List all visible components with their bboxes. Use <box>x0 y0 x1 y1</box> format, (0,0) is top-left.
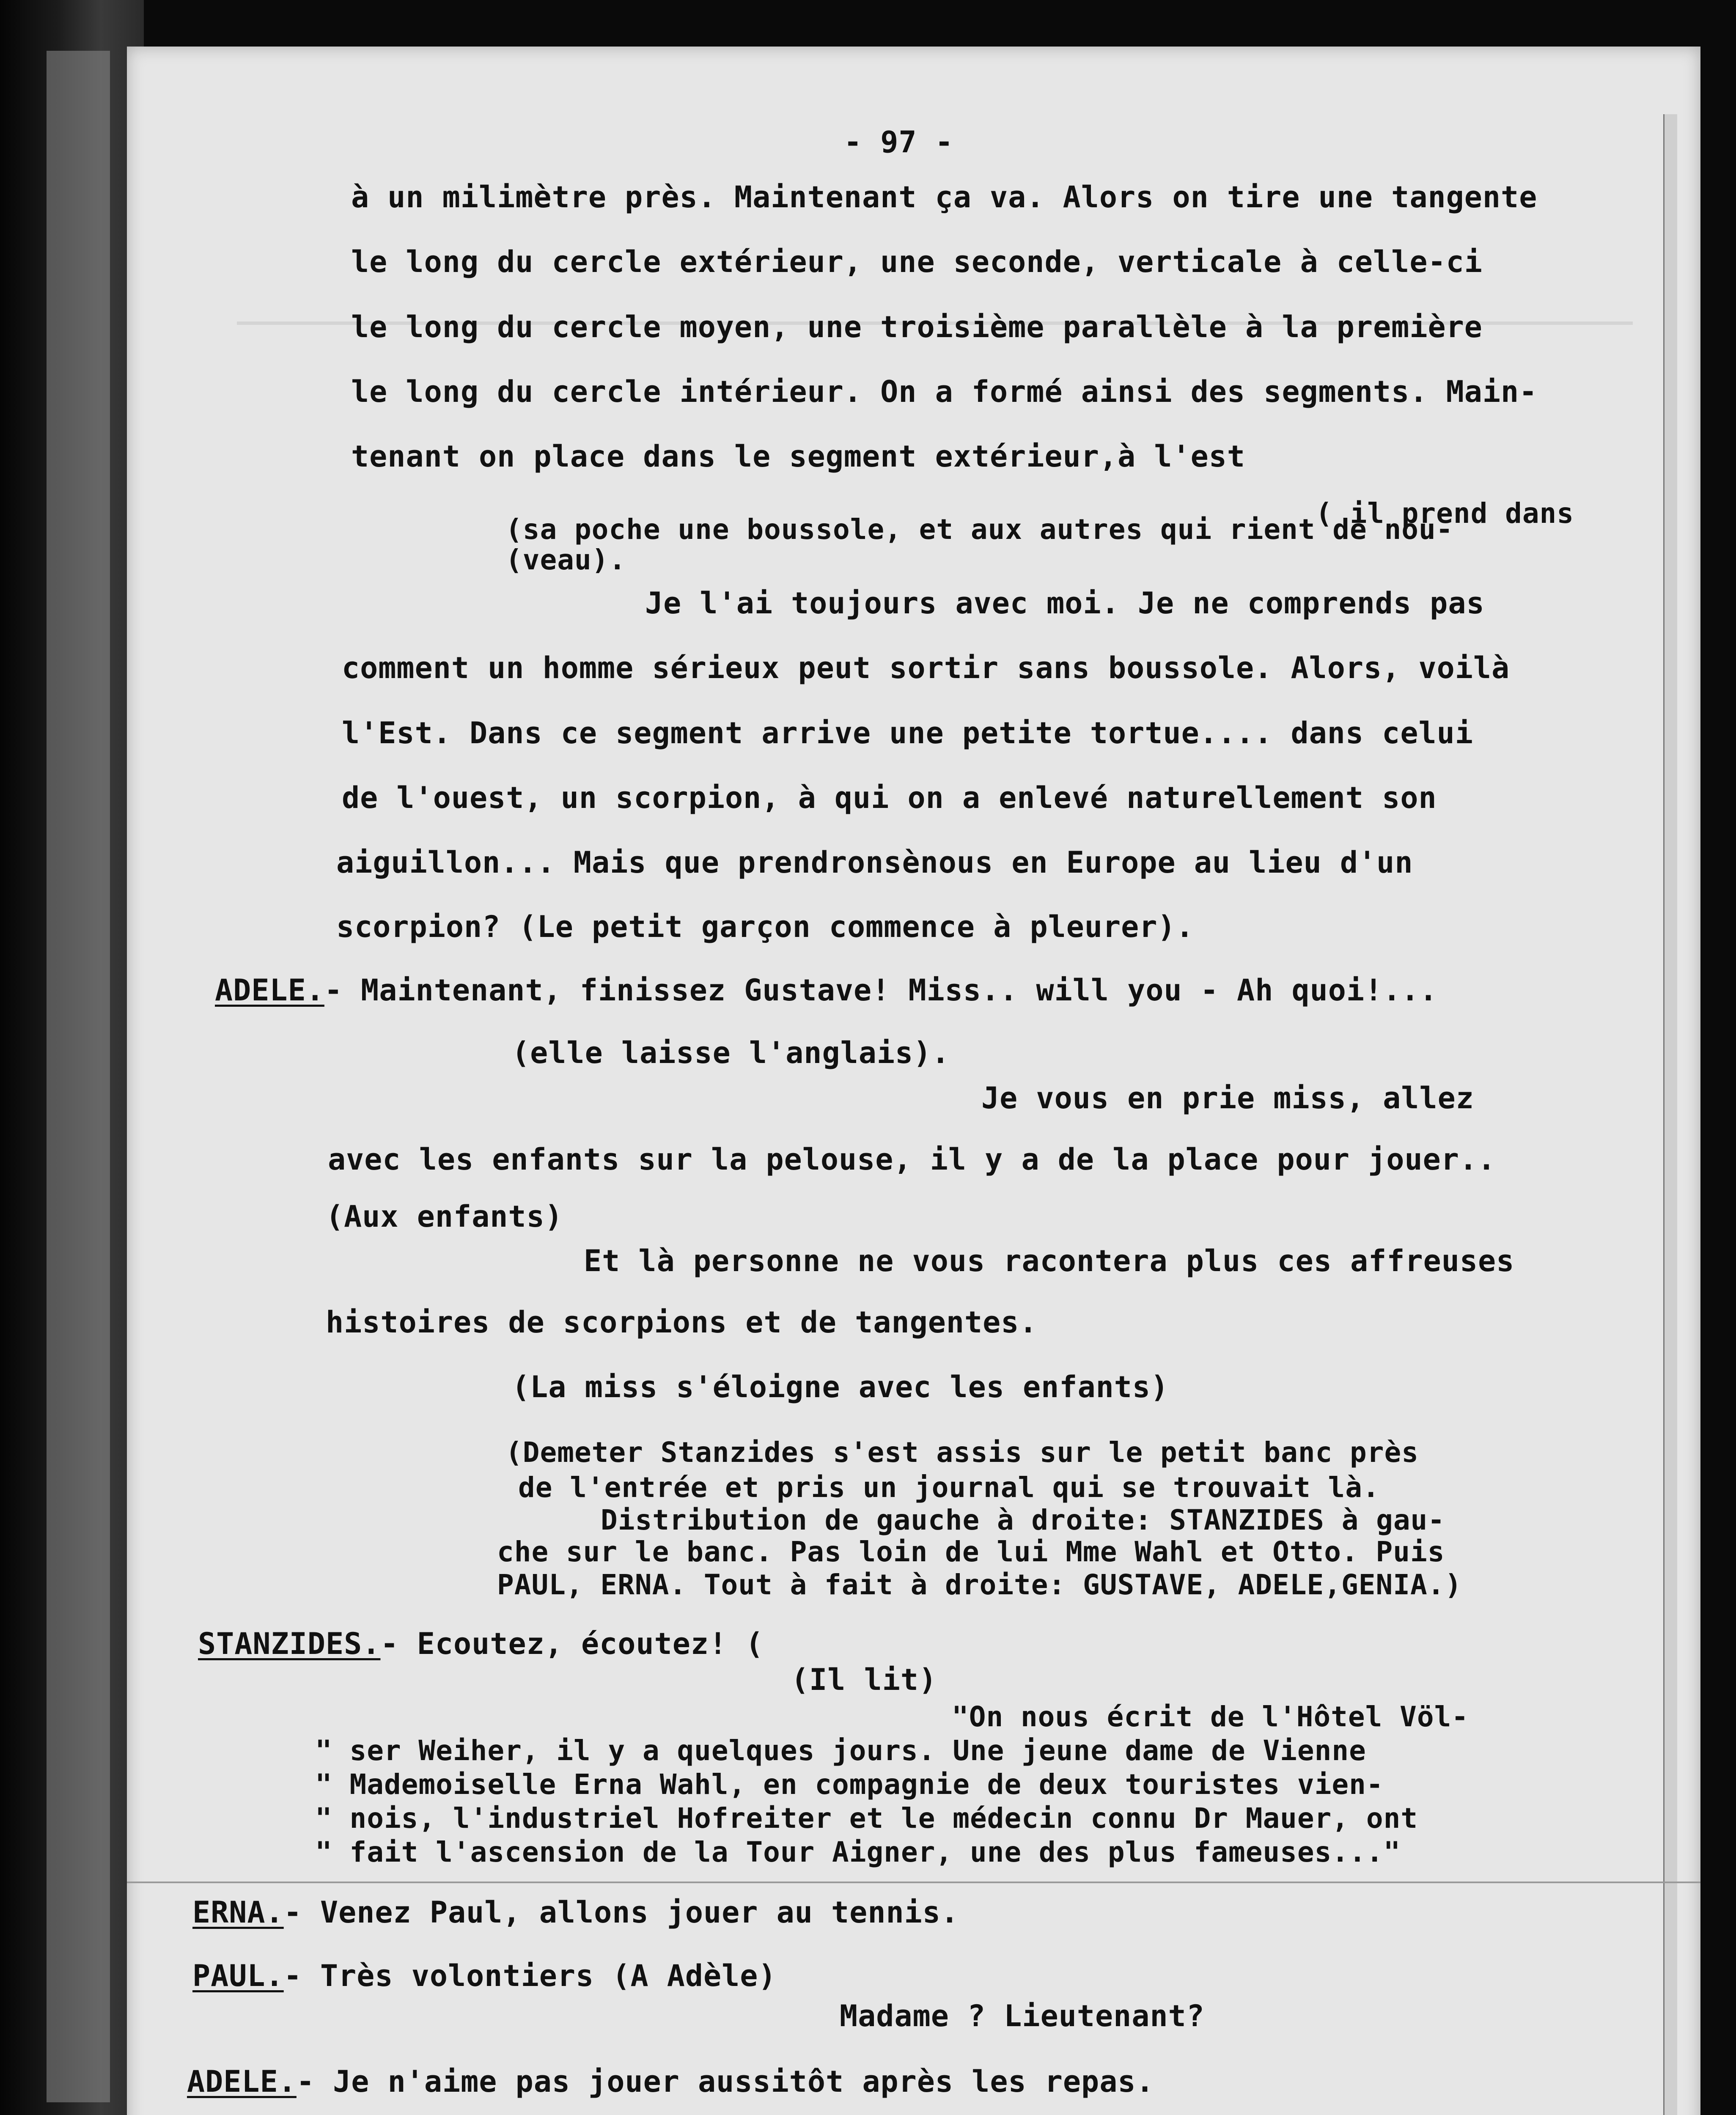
speech-text: - Très volontiers (A Adèle) <box>283 1958 777 1993</box>
text-line: tenant on place dans le segment extérieur,à l'est <box>351 439 1246 474</box>
page-edge-shadow <box>1663 114 1677 2115</box>
dialogue-line <box>192 1958 777 1993</box>
speaker-name: PAUL. <box>192 1958 284 1993</box>
dialogue-line <box>198 1626 764 1661</box>
text-line: le long du cercle extérieur, une seconde, verticale à celle-ci <box>351 244 1483 279</box>
text-line: Madame ? Lieutenant? <box>840 1999 1205 2033</box>
stage-direction: PAUL, ERNA. Tout à fait à droite: GUSTAVE, ADELE,GENIA.) <box>497 1568 1462 1601</box>
text-line: Je vous en prie miss, allez <box>981 1081 1474 1115</box>
stage-direction: (veau). <box>505 544 626 576</box>
speech-text: - Je n'aime pas jouer aussitôt après les repas. <box>296 2064 1154 2099</box>
text-line: comment un homme sérieux peut sortir sans boussole. Alors, voilà <box>342 651 1510 685</box>
text-line: Et là personne ne vous racontera plus ces affreuses <box>584 1244 1515 1278</box>
stage-direction: che sur le banc. Pas loin de lui Mme Wahl et Otto. Puis <box>497 1535 1445 1568</box>
paper-fold-line <box>127 1882 1700 1883</box>
speaker-name: ADELE. <box>187 2064 297 2099</box>
stage-direction: de l'entrée et pris un journal qui se trouvait là. <box>518 1471 1380 1504</box>
stage-direction: ( il prend dans <box>1316 497 1574 530</box>
quoted-text: " nois, l'industriel Hofreiter et le médecin connu Dr Mauer, ont <box>315 1802 1418 1835</box>
text-line: histoires de scorpions et de tangentes. <box>326 1305 1038 1340</box>
text-line: le long du cercle moyen, une troisième parallèle à la première <box>351 310 1483 344</box>
scan-adjacent-page-strip <box>47 51 110 2102</box>
speaker-name: ERNA. <box>192 1895 284 1930</box>
speech-text: - Maintenant, finissez Gustave! Miss.. will you - Ah quoi!... <box>324 973 1438 1008</box>
text-line: le long du cercle intérieur. On a formé ainsi des segments. Main- <box>351 374 1538 409</box>
stage-direction: Distribution de gauche à droite: STANZIDES à gau- <box>601 1504 1445 1536</box>
quoted-text: " fait l'ascension de la Tour Aigner, une des plus fameuses..." <box>315 1836 1401 1868</box>
dialogue-line <box>192 1895 959 1930</box>
speech-text: - Venez Paul, allons jouer au tennis. <box>283 1895 959 1930</box>
text-line: scorpion? (Le petit garçon commence à pleurer). <box>336 909 1194 944</box>
speaker-name: ADELE. <box>215 973 324 1008</box>
speaker-name: STANZIDES. <box>198 1626 381 1661</box>
text-line: aiguillon... Mais que prendronsènous en Europe au lieu d'un <box>336 845 1413 880</box>
text-line: l'Est. Dans ce segment arrive une petite tortue.... dans celui <box>342 716 1473 750</box>
dialogue-line <box>215 973 1438 1008</box>
stage-direction: (Il lit) <box>791 1662 937 1697</box>
dialogue-line <box>187 2064 1154 2099</box>
stage-direction: (La miss s'éloigne avec les enfants) <box>512 1370 1169 1404</box>
stage-direction: (sa poche une boussole, et aux autres qui rient de nou- <box>505 513 1453 546</box>
text-line: à un milimètre près. Maintenant ça va. Alors on tire une tangente <box>351 180 1538 214</box>
quoted-text: " Mademoiselle Erna Wahl, en compagnie de deux touristes vien- <box>315 1768 1384 1801</box>
quoted-text: " ser Weiher, il y a quelques jours. Une jeune dame de Vienne <box>315 1734 1366 1767</box>
page-number: - 97 - <box>844 125 953 159</box>
stage-direction: (Aux enfants) <box>326 1199 563 1234</box>
text-line: avec les enfants sur la pelouse, il y a de la place pour jouer.. <box>328 1142 1496 1177</box>
text-line: Je l'ai toujours avec moi. Je ne comprends pas <box>645 586 1485 621</box>
stage-direction: (elle laisse l'anglais). <box>512 1036 950 1070</box>
speech-text: - Ecoutez, écoutez! ( <box>380 1626 764 1661</box>
stage-direction: (Demeter Stanzides s'est assis sur le petit banc près <box>505 1436 1419 1469</box>
quoted-text: "On nous écrit de l'Hôtel Völ- <box>952 1700 1469 1733</box>
text-line: de l'ouest, un scorpion, à qui on a enlevé naturellement son <box>342 780 1437 815</box>
